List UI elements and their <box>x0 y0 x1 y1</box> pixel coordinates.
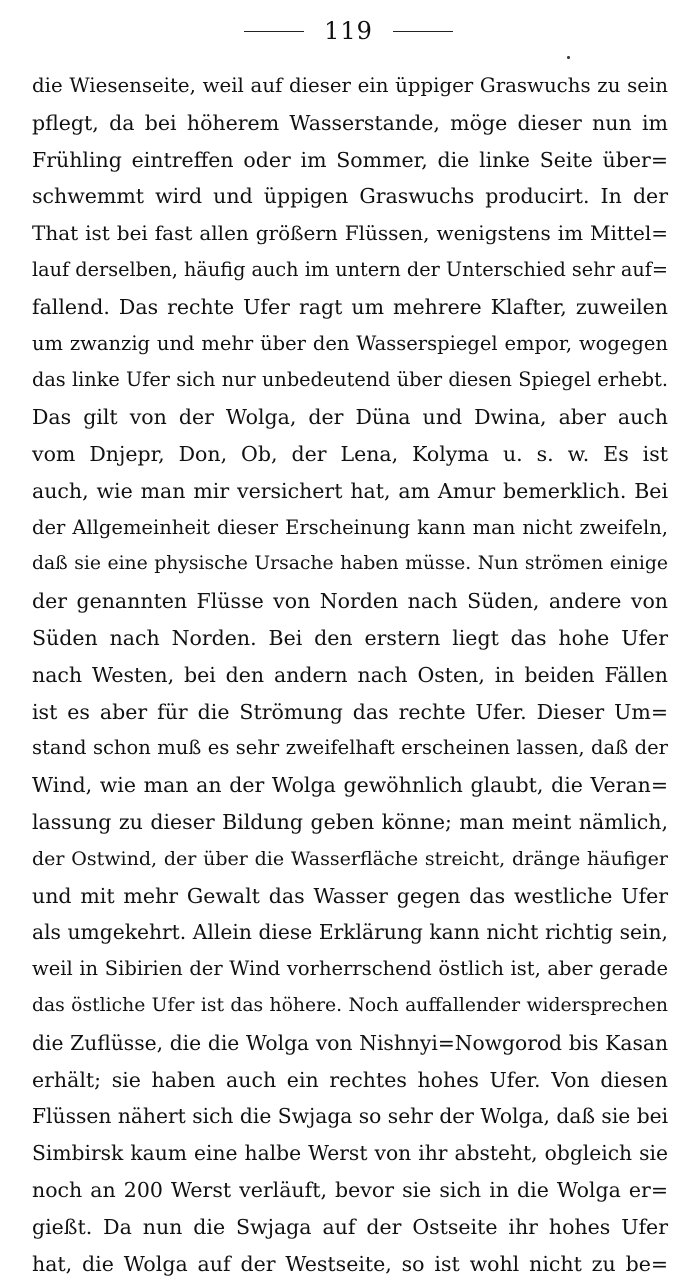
text-line: fallend. Das rechte Ufer ragt um mehrere Klafter, zuweilen <box>32 289 668 326</box>
text-line: weil in Sibirien der Wind vorherrschend östlich ist, aber gerade <box>32 951 668 988</box>
text-line: stand schon muß es sehr zweifelhaft erscheinen lassen, daß der <box>32 730 668 767</box>
text-line: erhält; sie haben auch ein rechtes hohes Ufer. Von diesen <box>32 1062 668 1099</box>
text-line: der Ostwind, der über die Wasserfläche streicht, dränge häufiger <box>32 841 668 878</box>
text-line: und mit mehr Gewalt das Wasser gegen das westliche Ufer <box>32 878 668 915</box>
text-line: vom Dnjepr, Don, Ob, der Lena, Kolyma u. s. w. Es ist <box>32 436 668 473</box>
text-line: die Zuflüsse, die die Wolga von Nishnyi=Nowgorod bis Kasan <box>32 1025 668 1062</box>
text-line: schwemmt wird und üppigen Graswuchs producirt. In der <box>32 178 668 215</box>
header-rule-right <box>393 31 453 32</box>
text-line: gießt. Da nun die Swjaga auf der Ostseite ihr hohes Ufer <box>32 1209 668 1246</box>
text-line: lauf derselben, häufig auch im untern der Unterschied sehr auf= <box>32 252 668 289</box>
header-rule-left <box>244 31 304 32</box>
text-line: Süden nach Norden. Bei den erstern liegt das hohe Ufer <box>32 620 668 657</box>
text-line: der Allgemeinheit dieser Erscheinung kann man nicht zweifeln, <box>32 510 668 547</box>
page-number: 119 <box>324 14 373 48</box>
text-line: ist es aber für die Strömung das rechte Ufer. Dieser Um= <box>32 694 668 731</box>
body-text <box>32 68 668 1282</box>
text-line: Wind, wie man an der Wolga gewöhnlich glaubt, die Veran= <box>32 767 668 804</box>
text-line: als umgekehrt. Allein diese Erklärung kann nicht richtig sein, <box>32 914 668 951</box>
text-line: noch an 200 Werst verläuft, bevor sie sich in die Wolga er= <box>32 1172 668 1209</box>
text-line: Simbirsk kaum eine halbe Werst von ihr absteht, obgleich sie <box>32 1135 668 1172</box>
print-speck <box>567 56 570 59</box>
text-line: lassung zu dieser Bildung geben könne; man meint nämlich, <box>32 804 668 841</box>
text-line: Flüssen nähert sich die Swjaga so sehr der Wolga, daß sie bei <box>32 1098 668 1135</box>
text-line: auch, wie man mir versichert hat, am Amur bemerklich. Bei <box>32 473 668 510</box>
page-header <box>0 14 697 48</box>
text-line: das linke Ufer sich nur unbedeutend über diesen Spiegel erhebt. <box>32 362 668 399</box>
text-line: That ist bei fast allen größern Flüssen, wenigstens im Mittel= <box>32 215 668 252</box>
text-line: um zwanzig und mehr über den Wasserspiegel empor, wogegen <box>32 326 668 363</box>
text-line: der genannten Flüsse von Norden nach Süden, andere von <box>32 583 668 620</box>
text-line: Frühling eintreffen oder im Sommer, die linke Seite über= <box>32 142 668 179</box>
text-line: die Wiesenseite, weil auf dieser ein üppiger Graswuchs zu sein <box>32 68 668 105</box>
text-line: daß sie eine physische Ursache haben müsse. Nun strömen einige <box>32 546 668 583</box>
text-line: nach Westen, bei den andern nach Osten, in beiden Fällen <box>32 657 668 694</box>
text-line: Das gilt von der Wolga, der Düna und Dwina, aber auch <box>32 399 668 436</box>
text-line: das östliche Ufer ist das höhere. Noch auffallender widersprechen <box>32 988 668 1025</box>
text-line: hat, die Wolga auf der Westseite, so ist wohl nicht zu be= <box>32 1246 668 1282</box>
text-line: pflegt, da bei höherem Wasserstande, möge dieser nun im <box>32 105 668 142</box>
